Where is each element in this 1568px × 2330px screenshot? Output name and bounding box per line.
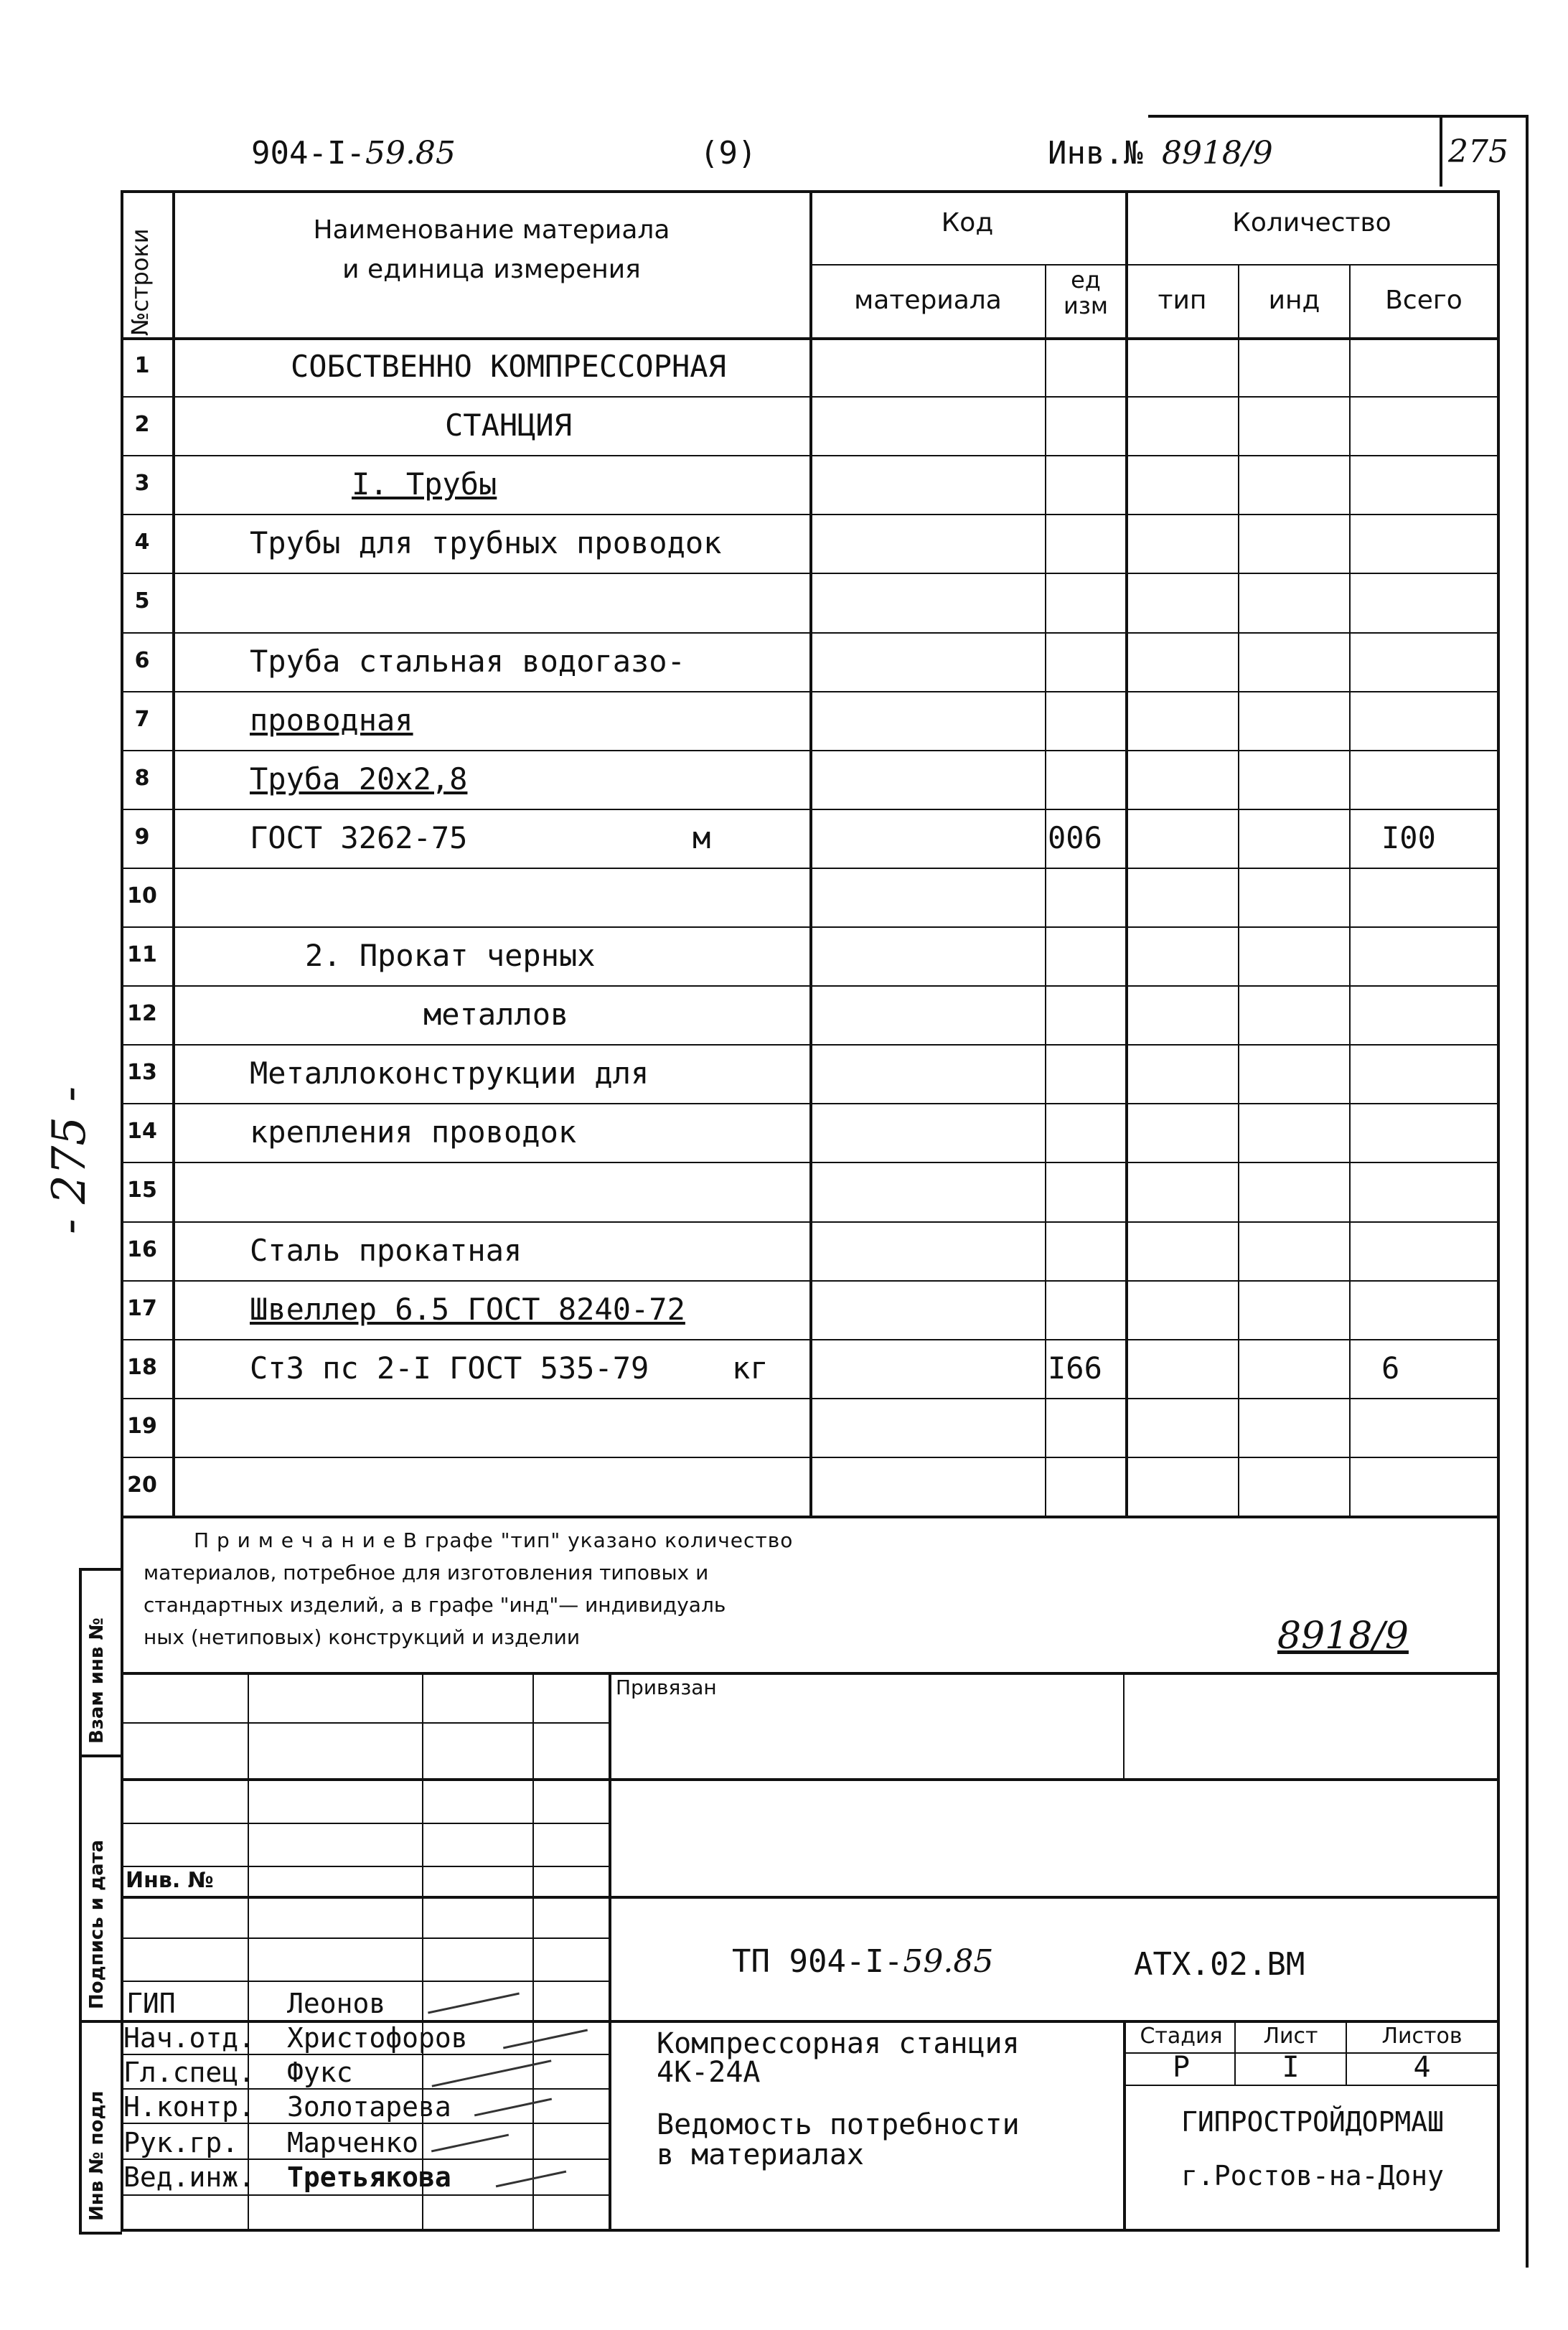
- row-divider: [121, 1457, 1498, 1458]
- row-number: 7: [134, 706, 150, 732]
- signature-4: [431, 2134, 509, 2153]
- note-line-1: П р и м е ч а н и е В графе "тип" указано количество: [194, 1528, 794, 1552]
- header-bottom: [121, 337, 1500, 340]
- inv-no-label: Инв. №: [126, 1868, 214, 1893]
- sheet-paren: (9): [700, 135, 757, 172]
- doc-code-suffix: АТХ.02.ВМ: [1134, 1946, 1305, 1983]
- tb-stage-rule-2: [1123, 2085, 1498, 2086]
- tb-vline-1: [248, 1672, 249, 2230]
- staff-name-1: Христофоров: [287, 2022, 468, 2054]
- privyazan-label: Привязан: [616, 1676, 717, 1699]
- tb-vline-2: [422, 1672, 423, 2230]
- staff-name-2: Фукс: [287, 2057, 353, 2088]
- tb-line-j: [121, 2088, 609, 2090]
- row-number: 5: [134, 588, 150, 614]
- row-name: Ст3 пс 2-I ГОСТ 535-79: [250, 1350, 649, 1386]
- row-number: 2: [134, 412, 150, 438]
- signature-0: [428, 1993, 520, 2014]
- row-divider: [121, 455, 1498, 456]
- row-divider: [121, 1044, 1498, 1046]
- row-divider: [121, 750, 1498, 751]
- frame-right: [1497, 190, 1500, 2232]
- row-name: ГОСТ 3262-75: [250, 819, 468, 855]
- header-sub-rule: [809, 264, 1498, 266]
- tb-line-m: [121, 2194, 609, 2196]
- org-city: г.Ростов-на-Дону: [1180, 2160, 1445, 2192]
- doc-code-hand: 59.85: [903, 1943, 994, 1980]
- inv-number-hand: 8918/9: [1161, 135, 1273, 172]
- row-divider: [121, 985, 1498, 987]
- row-number: 16: [127, 1236, 157, 1262]
- inv-label: Инв.№: [1048, 135, 1143, 172]
- row-number: 6: [134, 647, 150, 673]
- header-rule: [1148, 115, 1529, 118]
- row-number: 17: [127, 1295, 157, 1321]
- col-line-ind: [1349, 264, 1351, 1518]
- tb-line-f: [121, 1937, 609, 1939]
- tb-line-k: [121, 2123, 609, 2124]
- row-number: 12: [127, 1001, 157, 1027]
- row-name: Металлоконструкции для: [250, 1056, 649, 1091]
- doc-code-prefix: ТП 904-I-: [732, 1943, 903, 1980]
- row-divider: [121, 396, 1498, 398]
- staff-name-0: Леонов: [287, 1988, 386, 2019]
- side-label-podpis: Подпись и дата: [86, 1839, 108, 2009]
- staff-role-1: Нач.отд.: [123, 2022, 255, 2054]
- tb-line-g: [121, 1981, 609, 1982]
- row-name: Трубы для трубных проводок: [250, 525, 722, 561]
- row-name: 2. Прокат черных: [305, 938, 596, 973]
- doc-number-hand: 59.85: [365, 135, 456, 172]
- row-number: 1: [134, 353, 150, 378]
- sheet-title-line1: Ведомость потребности: [657, 2108, 1020, 2141]
- col-line-type: [1238, 264, 1239, 1518]
- signature-5: [496, 2171, 566, 2188]
- sheets-value: 4: [1413, 2051, 1431, 2084]
- col-header-code-unit: [1046, 267, 1125, 319]
- col-header-unit-line1: ед: [1071, 266, 1101, 293]
- row-name: Швеллер 6.5 ГОСТ 8240-72: [250, 1291, 685, 1327]
- tb-line-top: [121, 1672, 1500, 1675]
- side-col-split2: [79, 2020, 122, 2023]
- row-divider: [121, 1162, 1498, 1163]
- staff-role-4: Рук.гр.: [123, 2127, 239, 2158]
- row-number: 4: [134, 530, 150, 555]
- doc-code: [732, 1943, 993, 1980]
- row-number: 15: [127, 1178, 157, 1203]
- col-header-code-material: материала: [854, 286, 1002, 315]
- col-header-qty: Количество: [1232, 208, 1391, 238]
- note-line-4: ных (нетиповых) конструкций и изделии: [144, 1625, 581, 1649]
- row-name: Сталь прокатная: [250, 1232, 522, 1268]
- note-line-2: материалов, потребное для изготовления типовых и: [144, 1561, 709, 1584]
- row-total: 6: [1381, 1350, 1400, 1386]
- col-header-qty-total: Всего: [1385, 286, 1463, 315]
- object-title-line1: Компрессорная станция: [657, 2027, 1020, 2060]
- col-header-qty-type: тип: [1158, 286, 1207, 315]
- col-line-qty: [1125, 190, 1128, 1518]
- sheet-title: [657, 2110, 1020, 2170]
- side-column-left: [79, 1568, 82, 2232]
- row-name: крепления проводок: [250, 1114, 577, 1150]
- tb-line-a: [121, 1722, 609, 1724]
- row-number: 20: [127, 1472, 157, 1498]
- doc-number: [251, 135, 456, 172]
- side-col-split1: [79, 1754, 122, 1757]
- row-divider: [121, 1398, 1498, 1399]
- tb-line-i: [121, 2054, 609, 2055]
- staff-role-3: Н.контр.: [123, 2091, 255, 2123]
- row-name: проводная: [250, 702, 413, 738]
- row-number: 13: [127, 1060, 157, 1086]
- col-header-rownum: №строки: [126, 228, 154, 336]
- page-number: 275: [1448, 133, 1508, 170]
- sheet-title-line2: в материалах: [657, 2138, 864, 2171]
- row-name: I. Трубы: [352, 466, 497, 502]
- staff-name-4: Марченко: [287, 2127, 419, 2158]
- tb-vline-privyazan: [1123, 1672, 1125, 1778]
- row-number: 10: [127, 883, 157, 908]
- tb-vline-3: [532, 1672, 534, 2230]
- staff-role-0: ГИП: [126, 1988, 176, 2019]
- tb-line-bottom: [121, 2229, 1500, 2232]
- row-code-unit: 006: [1048, 819, 1102, 855]
- col-header-name-line2: и единица измерения: [342, 255, 641, 284]
- staff-name-5: Третьякова: [287, 2161, 451, 2193]
- row-number: 3: [134, 471, 150, 497]
- row-divider: [121, 1339, 1498, 1340]
- staff-role-5: Вед.инж.: [123, 2161, 255, 2193]
- staff-name-3: Золотарева: [287, 2091, 451, 2123]
- stage-label: Стадия: [1140, 2024, 1223, 2049]
- tb-vline-4: [609, 1672, 611, 2230]
- row-name: Труба 20х2,8: [250, 761, 468, 797]
- row-divider: [121, 573, 1498, 574]
- note-hand-number: 8918/9: [1277, 1615, 1409, 1658]
- col-line-rownum: [172, 190, 175, 1518]
- row-code-unit: I66: [1048, 1350, 1102, 1386]
- side-label-inv-podl: Инв № подл: [86, 2090, 108, 2221]
- inv-number: [1048, 135, 1273, 172]
- sheet-value: I: [1282, 2051, 1300, 2084]
- side-page-mark: - 275 -: [43, 1086, 96, 1234]
- row-unit: кг: [732, 1350, 769, 1386]
- row-divider: [121, 1103, 1498, 1104]
- sheet-label: Лист: [1263, 2024, 1318, 2049]
- col-header-qty-ind: инд: [1268, 286, 1320, 315]
- sheets-label: Листов: [1381, 2024, 1463, 2049]
- table-bottom: [121, 1516, 1500, 1518]
- tb-line-l: [121, 2158, 609, 2160]
- org-name: ГИПРОСТРОЙДОРМАШ: [1180, 2106, 1445, 2138]
- row-number: 18: [127, 1354, 157, 1380]
- object-title-line2: 4К-24А: [657, 2056, 761, 2089]
- tb-line-e: [121, 1896, 1500, 1899]
- row-divider: [121, 514, 1498, 515]
- col-header-code: Код: [941, 208, 994, 238]
- note-line-3: стандартных изделий, а в графе "инд"— индивидуаль: [144, 1593, 726, 1617]
- tb-line-c: [121, 1823, 609, 1824]
- page-number-box-left: [1440, 115, 1442, 187]
- col-header-unit-line2: изм: [1064, 292, 1108, 319]
- frame-left: [121, 190, 123, 2232]
- row-number: 11: [127, 942, 157, 967]
- row-divider: [121, 868, 1498, 869]
- stage-value: Р: [1172, 2051, 1191, 2084]
- row-divider: [121, 1221, 1498, 1223]
- row-divider: [121, 632, 1498, 634]
- row-divider: [121, 691, 1498, 692]
- row-number: 8: [134, 765, 150, 791]
- signature-3: [474, 2098, 552, 2117]
- staff-role-2: Гл.спец.: [123, 2057, 255, 2088]
- col-line-unit: [1045, 264, 1046, 1518]
- doc-number-prefix: 904-I-: [251, 135, 365, 172]
- row-unit: м: [693, 819, 711, 855]
- col-header-name: [176, 215, 807, 284]
- row-name: СТАНЦИЯ: [445, 408, 573, 443]
- row-divider: [121, 1280, 1498, 1282]
- row-name: металлов: [423, 997, 569, 1033]
- page-number-box-right: [1526, 115, 1529, 187]
- col-header-name-line1: Наименование материала: [313, 215, 670, 245]
- col-line-code: [809, 190, 812, 1518]
- row-name: Труба стальная водогазо-: [250, 643, 685, 679]
- tb-line-b: [121, 1778, 1500, 1781]
- row-divider: [121, 809, 1498, 810]
- side-label-vzam: Взам инв №: [86, 1617, 108, 1744]
- row-number: 9: [134, 824, 150, 850]
- side-col-bottom: [79, 2232, 122, 2235]
- signature-1: [503, 2029, 588, 2049]
- row-divider: [121, 926, 1498, 928]
- outer-right: [1526, 187, 1529, 2268]
- side-col-top: [79, 1568, 122, 1571]
- row-total: I00: [1381, 819, 1436, 855]
- row-name: СОБСТВЕННО КОМПРЕССОРНАЯ: [291, 349, 726, 384]
- row-number: 14: [127, 1119, 157, 1145]
- tb-line-d: [121, 1866, 609, 1867]
- tb-vline-stage: [1123, 2020, 1126, 2230]
- object-title: [657, 2029, 1020, 2087]
- row-number: 19: [127, 1413, 157, 1439]
